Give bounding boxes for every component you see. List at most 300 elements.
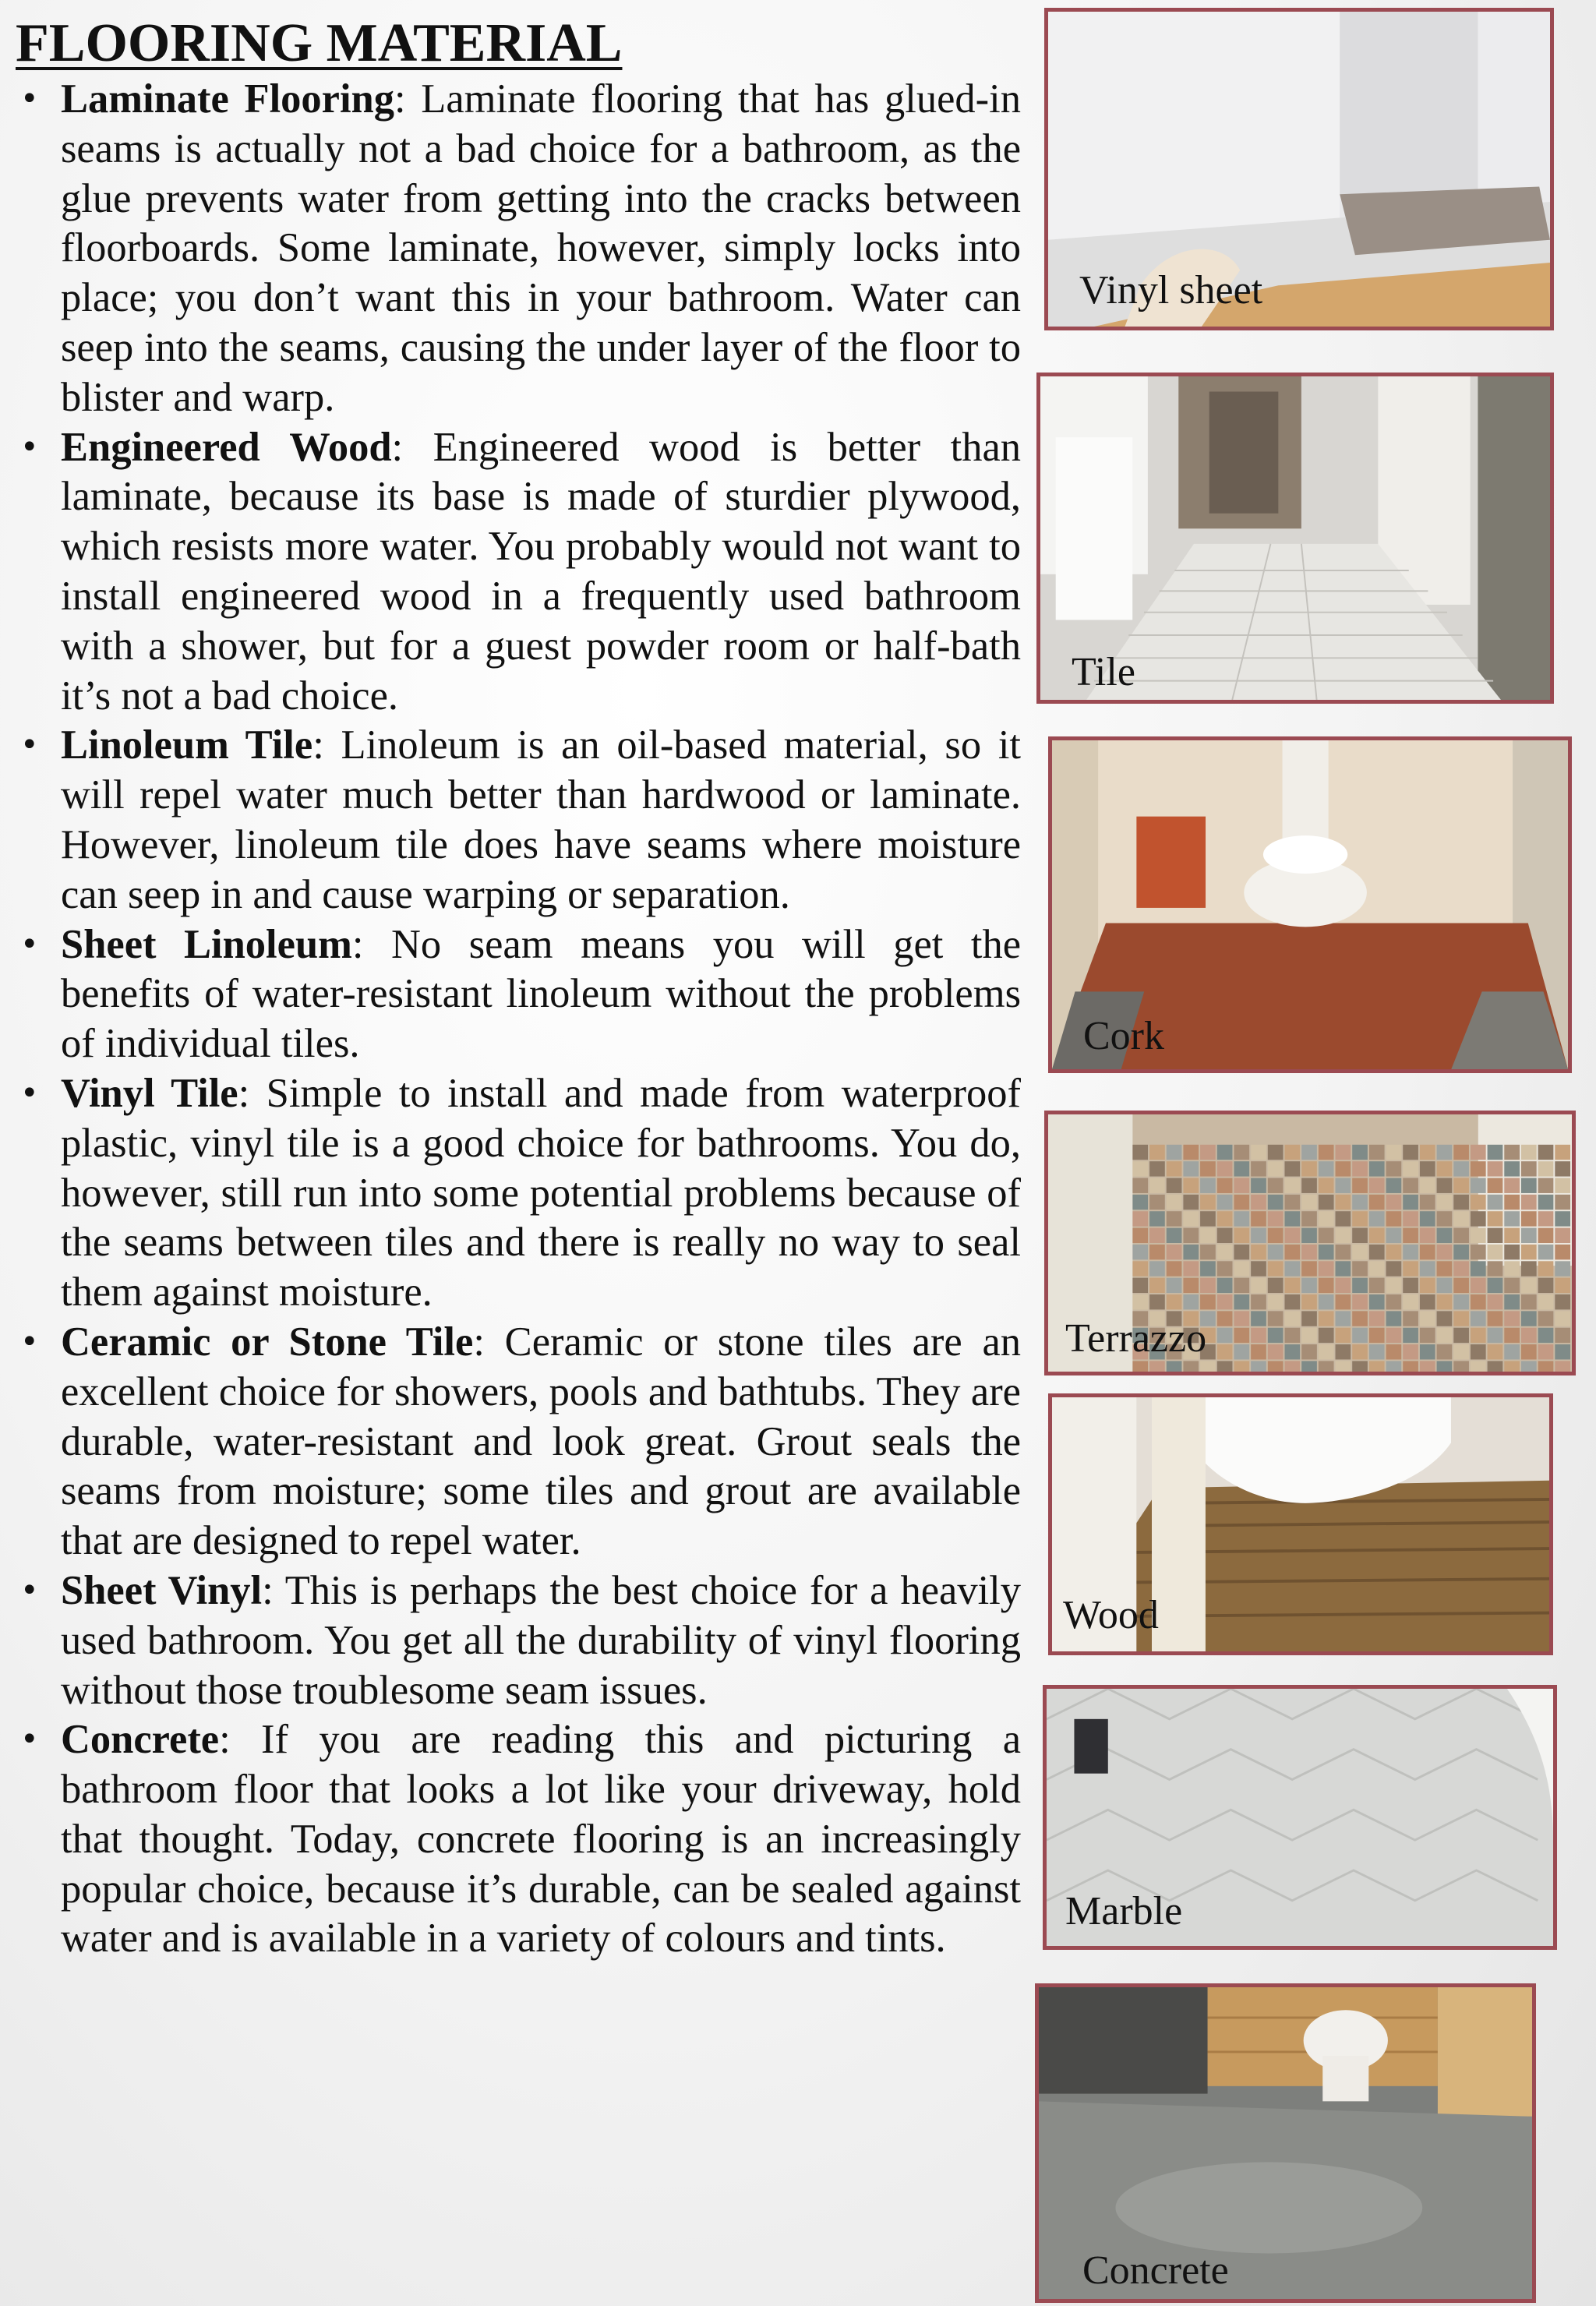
mosaic-tile: [1369, 1178, 1385, 1193]
mosaic-tile: [1284, 1178, 1300, 1193]
bullet-icon: •: [20, 727, 39, 764]
mosaic-tile: [1268, 1228, 1284, 1243]
mosaic-tile: [1336, 1211, 1351, 1226]
mosaic-tile: [1369, 1344, 1385, 1359]
mosaic-tile: [1132, 1211, 1148, 1226]
mosaic-tile: [1420, 1344, 1435, 1359]
mosaic-tile: [1555, 1178, 1570, 1193]
mosaic-tile: [1284, 1328, 1300, 1343]
mosaic-tile: [1538, 1195, 1554, 1210]
mosaic-tile: [1504, 1278, 1520, 1293]
list-item-linoleum-tile: [19, 721, 1021, 920]
mosaic-tile: [1183, 1195, 1199, 1210]
mosaic-tile: [1200, 1161, 1216, 1176]
mosaic-tile: [1538, 1294, 1554, 1309]
bullet-icon: •: [20, 81, 39, 117]
mosaic-tile: [1336, 1278, 1351, 1293]
item-term: Sheet Vinyl: [61, 1567, 263, 1613]
mosaic-tile: [1319, 1211, 1334, 1226]
mosaic-tile: [1521, 1361, 1537, 1372]
bullet-icon: •: [20, 1572, 39, 1609]
mosaic-tile: [1453, 1145, 1469, 1160]
mosaic-tile: [1420, 1261, 1435, 1276]
mosaic-tile: [1217, 1228, 1233, 1243]
mosaic-tile: [1538, 1311, 1554, 1326]
mosaic-tile: [1488, 1228, 1503, 1243]
mosaic-tile: [1217, 1311, 1233, 1326]
mosaic-tile: [1352, 1278, 1368, 1293]
mosaic-tile: [1521, 1344, 1537, 1359]
mosaic-tile: [1200, 1178, 1216, 1193]
mosaic-tile: [1352, 1228, 1368, 1243]
mosaic-tile: [1369, 1195, 1385, 1210]
mosaic-tile: [1167, 1361, 1182, 1372]
mosaic-tile: [1183, 1228, 1199, 1243]
mosaic-tile: [1268, 1178, 1284, 1193]
mosaic-tile: [1403, 1178, 1418, 1193]
mosaic-tile: [1437, 1178, 1453, 1193]
mosaic-tile: [1234, 1245, 1249, 1259]
mosaic-tile: [1167, 1245, 1182, 1259]
mosaic-tile: [1234, 1161, 1249, 1176]
mosaic-tile: [1301, 1328, 1317, 1343]
mosaic-tile: [1319, 1278, 1334, 1293]
mosaic-tile: [1504, 1294, 1520, 1309]
mosaic-tile: [1251, 1261, 1266, 1276]
mosaic-tile: [1555, 1344, 1570, 1359]
mosaic-tile: [1369, 1161, 1385, 1176]
mosaic-tile: [1420, 1161, 1435, 1176]
mosaic-tile: [1521, 1294, 1537, 1309]
mosaic-tile: [1471, 1178, 1486, 1193]
mosaic-tile: [1268, 1344, 1284, 1359]
mosaic-tile: [1555, 1278, 1570, 1293]
mosaic-tile: [1301, 1178, 1317, 1193]
mosaic-tile: [1403, 1161, 1418, 1176]
mosaic-tile: [1521, 1211, 1537, 1226]
mosaic-tile: [1132, 1145, 1148, 1160]
mosaic-tile: [1217, 1278, 1233, 1293]
mosaic-tile: [1132, 1161, 1148, 1176]
mosaic-tile: [1352, 1211, 1368, 1226]
mosaic-tile: [1453, 1344, 1469, 1359]
mosaic-tile: [1420, 1311, 1435, 1326]
item-text: Ceramic or stone tiles are an excellent choice for showers, pools and bathtubs. They are durable, water-resistant and look great. Grout seals the seams from moisture; some tiles and grout are available that are designed to repel water.: [61, 1319, 1021, 1564]
item-text: Linoleum is an oil-based material, so it will repel water much better than hardwood or laminate. However, linoleum tile does have seams where moisture can seep in and cause warping or separation.: [61, 722, 1022, 917]
mosaic-tile: [1132, 1278, 1148, 1293]
mosaic-tile: [1521, 1278, 1537, 1293]
mosaic-tile: [1488, 1161, 1503, 1176]
mosaic-tile: [1217, 1161, 1233, 1176]
mosaic-tile: [1471, 1161, 1486, 1176]
mosaic-tile: [1336, 1195, 1351, 1210]
item-term: Concrete: [61, 1717, 220, 1763]
mosaic-tile: [1284, 1228, 1300, 1243]
mosaic-tile: [1251, 1211, 1266, 1226]
mosaic-tile: [1336, 1344, 1351, 1359]
item-separator: :: [391, 424, 433, 470]
mosaic-tile: [1386, 1195, 1402, 1210]
mosaic-tile: [1200, 1195, 1216, 1210]
mosaic-tile: [1200, 1228, 1216, 1243]
item-text: Simple to install and made from waterproof plastic, vinyl tile is a good choice for bathrooms. You do, however, still run into some potential problems because of the seams between tiles and there is really no way to seal them against moisture.: [61, 1070, 1022, 1315]
mosaic-tile: [1183, 1211, 1199, 1226]
mosaic-tile: [1437, 1311, 1453, 1326]
mosaic-tile: [1234, 1228, 1249, 1243]
mosaic-tile: [1251, 1294, 1266, 1309]
mosaic-tile: [1149, 1145, 1165, 1160]
mosaic-tile: [1251, 1311, 1266, 1326]
mosaic-tile: [1268, 1245, 1284, 1259]
mosaic-tile: [1369, 1211, 1385, 1226]
mosaic-tile: [1319, 1145, 1334, 1160]
mosaic-tile: [1217, 1294, 1233, 1309]
mosaic-tile: [1471, 1311, 1486, 1326]
mosaic-tile: [1167, 1228, 1182, 1243]
mosaic-tile: [1369, 1228, 1385, 1243]
item-term: Engineered Wood: [61, 424, 392, 470]
mosaic-tile: [1234, 1211, 1249, 1226]
mosaic-tile: [1504, 1261, 1520, 1276]
mosaic-tile: [1319, 1161, 1334, 1176]
mosaic-tile: [1538, 1328, 1554, 1343]
mosaic-tile: [1336, 1261, 1351, 1276]
bullet-icon: •: [20, 1075, 39, 1111]
mosaic-tile: [1504, 1344, 1520, 1359]
mosaic-tile: [1336, 1145, 1351, 1160]
mosaic-tile: [1504, 1228, 1520, 1243]
mosaic-tile: [1336, 1228, 1351, 1243]
mosaic-tile: [1403, 1311, 1418, 1326]
mosaic-tile: [1555, 1161, 1570, 1176]
item-separator: :: [394, 76, 422, 122]
mosaic-tile: [1488, 1145, 1503, 1160]
mosaic-tile: [1319, 1361, 1334, 1372]
mosaic-tile: [1420, 1278, 1435, 1293]
mosaic-tile: [1284, 1344, 1300, 1359]
mosaic-tile: [1284, 1361, 1300, 1372]
mosaic-tile: [1488, 1178, 1503, 1193]
mosaic-tile: [1352, 1294, 1368, 1309]
mosaic-tile: [1538, 1278, 1554, 1293]
mosaic-tile: [1420, 1195, 1435, 1210]
mosaic-tile: [1319, 1328, 1334, 1343]
mosaic-tile: [1336, 1294, 1351, 1309]
mosaic-tile: [1386, 1361, 1402, 1372]
mosaic-tile: [1268, 1195, 1284, 1210]
mosaic-tile: [1284, 1145, 1300, 1160]
mosaic-tile: [1521, 1311, 1537, 1326]
mosaic-tile: [1504, 1311, 1520, 1326]
mosaic-tile: [1420, 1145, 1435, 1160]
mosaic-tile: [1471, 1195, 1486, 1210]
marble-photo: [1043, 1685, 1557, 1950]
mosaic-tile: [1420, 1228, 1435, 1243]
mosaic-tile: [1386, 1211, 1402, 1226]
cork-photo: [1048, 736, 1572, 1073]
vinyl-sheet-photo: [1044, 8, 1554, 330]
mosaic-tile: [1538, 1361, 1554, 1372]
mosaic-tile: [1555, 1211, 1570, 1226]
mosaic-tile: [1403, 1211, 1418, 1226]
mosaic-tile: [1251, 1328, 1266, 1343]
mosaic-tile: [1268, 1361, 1284, 1372]
item-text: This is perhaps the best choice for a heavily used bathroom. You get all the durability of vinyl flooring without those troublesome seam issues.: [61, 1567, 1021, 1713]
mosaic-tile: [1301, 1161, 1317, 1176]
mosaic-tile: [1352, 1195, 1368, 1210]
mosaic-tile: [1149, 1278, 1165, 1293]
mosaic-tile: [1453, 1294, 1469, 1309]
mosaic-tile: [1149, 1261, 1165, 1276]
mosaic-tile: [1471, 1245, 1486, 1259]
mosaic-tile: [1420, 1211, 1435, 1226]
mosaic-tile: [1471, 1278, 1486, 1293]
list-item-sheet-linoleum: [19, 920, 1021, 1069]
mosaic-tile: [1167, 1211, 1182, 1226]
mosaic-tile: [1555, 1294, 1570, 1309]
mosaic-tile: [1437, 1211, 1453, 1226]
mosaic-tile: [1149, 1294, 1165, 1309]
list-item-engineered-wood: [19, 423, 1021, 722]
mosaic-tile: [1352, 1261, 1368, 1276]
mosaic-tile: [1453, 1195, 1469, 1210]
mosaic-tile: [1200, 1145, 1216, 1160]
mosaic-tile: [1132, 1245, 1148, 1259]
mosaic-tile: [1504, 1245, 1520, 1259]
mosaic-tile: [1437, 1294, 1453, 1309]
mosaic-tile: [1149, 1195, 1165, 1210]
bullet-icon: •: [20, 429, 39, 465]
mosaic-tile: [1268, 1145, 1284, 1160]
mosaic-tile: [1403, 1261, 1418, 1276]
mosaic-tile: [1453, 1178, 1469, 1193]
mosaic-tile: [1167, 1294, 1182, 1309]
mosaic-tile: [1301, 1228, 1317, 1243]
mosaic-tile: [1251, 1161, 1266, 1176]
mosaic-tile: [1319, 1228, 1334, 1243]
mosaic-tile: [1319, 1344, 1334, 1359]
mosaic-tile: [1319, 1294, 1334, 1309]
mosaic-tile: [1471, 1145, 1486, 1160]
mosaic-tile: [1183, 1161, 1199, 1176]
mosaic-tile: [1521, 1245, 1537, 1259]
mosaic-tile: [1319, 1311, 1334, 1326]
mosaic-tile: [1555, 1228, 1570, 1243]
mosaic-tile: [1234, 1328, 1249, 1343]
mosaic-tile: [1453, 1278, 1469, 1293]
photo-label: Concrete: [1082, 2248, 1229, 2293]
mosaic-tile: [1420, 1361, 1435, 1372]
mosaic-tile: [1200, 1245, 1216, 1259]
item-term: Laminate Flooring: [61, 76, 394, 122]
photo-label: Tile: [1072, 650, 1135, 694]
mosaic-tile: [1149, 1161, 1165, 1176]
mosaic-tile: [1217, 1328, 1233, 1343]
mosaic-tile: [1555, 1245, 1570, 1259]
mosaic-tile: [1200, 1294, 1216, 1309]
mosaic-tile: [1217, 1344, 1233, 1359]
mosaic-tile: [1386, 1261, 1402, 1276]
mosaic-tile: [1268, 1328, 1284, 1343]
mosaic-tile: [1149, 1211, 1165, 1226]
mosaic-tile: [1352, 1311, 1368, 1326]
mosaic-tile: [1167, 1278, 1182, 1293]
mosaic-tile: [1403, 1294, 1418, 1309]
mosaic-tile: [1251, 1228, 1266, 1243]
mosaic-tile: [1538, 1211, 1554, 1226]
mosaic-tile: [1521, 1261, 1537, 1276]
mosaic-tile: [1301, 1145, 1317, 1160]
mosaic-tile: [1471, 1294, 1486, 1309]
mosaic-tile: [1217, 1245, 1233, 1259]
mosaic-tile: [1336, 1328, 1351, 1343]
mosaic-tile: [1369, 1294, 1385, 1309]
mosaic-tile: [1386, 1145, 1402, 1160]
mosaic-tile: [1149, 1178, 1165, 1193]
mosaic-tile: [1149, 1361, 1165, 1372]
mosaic-tile: [1538, 1161, 1554, 1176]
mosaic-tile: [1420, 1178, 1435, 1193]
mosaic-tile: [1234, 1195, 1249, 1210]
mosaic-tile: [1386, 1344, 1402, 1359]
mosaic-tile: [1268, 1261, 1284, 1276]
mosaic-tile: [1234, 1178, 1249, 1193]
item-separator: :: [262, 1567, 285, 1613]
mosaic-tile: [1251, 1245, 1266, 1259]
mosaic-tile: [1284, 1245, 1300, 1259]
mosaic-tile: [1301, 1311, 1317, 1326]
mosaic-tile: [1488, 1344, 1503, 1359]
mosaic-tile: [1555, 1311, 1570, 1326]
mosaic-tile: [1167, 1161, 1182, 1176]
mosaic-tile: [1183, 1261, 1199, 1276]
item-separator: :: [238, 1070, 267, 1116]
mosaic-tile: [1284, 1261, 1300, 1276]
mosaic-tile: [1268, 1311, 1284, 1326]
mosaic-tile: [1386, 1245, 1402, 1259]
mosaic-tile: [1403, 1195, 1418, 1210]
item-text: Laminate flooring that has glued-in seams is actually not a bad choice for a bathroom, as the glue prevents water from getting into the cracks between floorboards. Some laminate, however, simply locks into place; you don’t want this in your bathroom. Water can seep into the seams, causing the under layer of the floor to blister and warp.: [61, 76, 1021, 420]
mosaic-tile: [1234, 1361, 1249, 1372]
mosaic-tile: [1251, 1361, 1266, 1372]
mosaic-tile: [1437, 1228, 1453, 1243]
mosaic-tile: [1200, 1278, 1216, 1293]
mosaic-tile: [1504, 1195, 1520, 1210]
item-text: Engineered wood is better than laminate, because its base is made of sturdier plywood, which resists more water. You probably would not want to install engineered wood in a frequently used bathroom with a shower, but for a guest powder room or half-bath it’s not a bad choice.: [61, 424, 1021, 719]
mosaic-tile: [1234, 1278, 1249, 1293]
mosaic-tile: [1268, 1211, 1284, 1226]
mosaic-tile: [1301, 1211, 1317, 1226]
mosaic-tile: [1386, 1311, 1402, 1326]
mosaic-tile: [1301, 1245, 1317, 1259]
mosaic-tile: [1167, 1261, 1182, 1276]
mosaic-tile: [1217, 1145, 1233, 1160]
mosaic-tile: [1301, 1294, 1317, 1309]
page-title: FLOORING MATERIAL: [16, 13, 623, 73]
mosaic-tile: [1437, 1145, 1453, 1160]
mosaic-tile: [1471, 1228, 1486, 1243]
list-item-sheet-vinyl: [19, 1566, 1021, 1715]
mosaic-tile: [1437, 1161, 1453, 1176]
mosaic-tile: [1453, 1328, 1469, 1343]
mosaic-tile: [1234, 1294, 1249, 1309]
mosaic-tile: [1369, 1328, 1385, 1343]
mosaic-tile: [1471, 1328, 1486, 1343]
mosaic-tile: [1217, 1261, 1233, 1276]
mosaic-tile: [1234, 1261, 1249, 1276]
mosaic-tile: [1555, 1195, 1570, 1210]
photo-label: Wood: [1063, 1593, 1159, 1637]
mosaic-tile: [1488, 1195, 1503, 1210]
photo-label: Vinyl sheet: [1079, 268, 1263, 313]
mosaic-tile: [1521, 1195, 1537, 1210]
mosaic-tile: [1386, 1328, 1402, 1343]
tile-photo: [1036, 373, 1554, 704]
mosaic-tile: [1488, 1328, 1503, 1343]
mosaic-tile: [1132, 1294, 1148, 1309]
mosaic-tile: [1538, 1178, 1554, 1193]
list-item-laminate: [19, 75, 1021, 423]
mosaic-tile: [1149, 1228, 1165, 1243]
mosaic-tile: [1234, 1311, 1249, 1326]
mosaic-tile: [1488, 1361, 1503, 1372]
mosaic-tile: [1369, 1311, 1385, 1326]
mosaic-tile: [1504, 1178, 1520, 1193]
mosaic-tile: [1319, 1178, 1334, 1193]
mosaic-tile: [1555, 1261, 1570, 1276]
mosaic-tile: [1488, 1294, 1503, 1309]
mosaic-tile: [1217, 1195, 1233, 1210]
mosaic-tile: [1538, 1344, 1554, 1359]
mosaic-tile: [1336, 1361, 1351, 1372]
mosaic-tile: [1336, 1311, 1351, 1326]
mosaic-tile: [1251, 1278, 1266, 1293]
mosaic-tile: [1352, 1361, 1368, 1372]
mosaic-tile: [1183, 1145, 1199, 1160]
mosaic-tile: [1301, 1344, 1317, 1359]
mosaic-tile: [1488, 1278, 1503, 1293]
bullet-icon: •: [20, 1323, 39, 1360]
wood-photo: [1048, 1393, 1553, 1655]
mosaic-tile: [1352, 1344, 1368, 1359]
item-term: Linoleum Tile: [61, 722, 313, 768]
mosaic-tile: [1386, 1278, 1402, 1293]
mosaic-tile: [1251, 1195, 1266, 1210]
mosaic-tile: [1200, 1361, 1216, 1372]
mosaic-tile: [1183, 1278, 1199, 1293]
mosaic-tile: [1268, 1161, 1284, 1176]
item-text: If you are reading this and picturing a bathroom floor that looks a lot like your driveway, hold that thought. Today, concrete flooring is an increasingly popular choice, because it’s durable, can be sealed against water and is available in a variety of colours and tints.: [61, 1717, 1021, 1962]
mosaic-tile: [1149, 1245, 1165, 1259]
item-separator: :: [312, 722, 341, 768]
mosaic-tile: [1301, 1261, 1317, 1276]
mosaic-tile: [1284, 1311, 1300, 1326]
mosaic-tile: [1369, 1361, 1385, 1372]
mosaic-tile: [1403, 1245, 1418, 1259]
mosaic-tile: [1167, 1145, 1182, 1160]
mosaic-tile: [1420, 1245, 1435, 1259]
mosaic-tile: [1132, 1228, 1148, 1243]
concrete-photo: [1035, 1983, 1536, 2303]
mosaic-tile: [1167, 1195, 1182, 1210]
mosaic-tile: [1352, 1145, 1368, 1160]
mosaic-tile: [1521, 1178, 1537, 1193]
mosaic-tile: [1251, 1344, 1266, 1359]
photo-label: Cork: [1083, 1014, 1164, 1058]
mosaic-tile: [1301, 1195, 1317, 1210]
mosaic-tile: [1369, 1245, 1385, 1259]
bullet-icon: •: [20, 926, 39, 962]
